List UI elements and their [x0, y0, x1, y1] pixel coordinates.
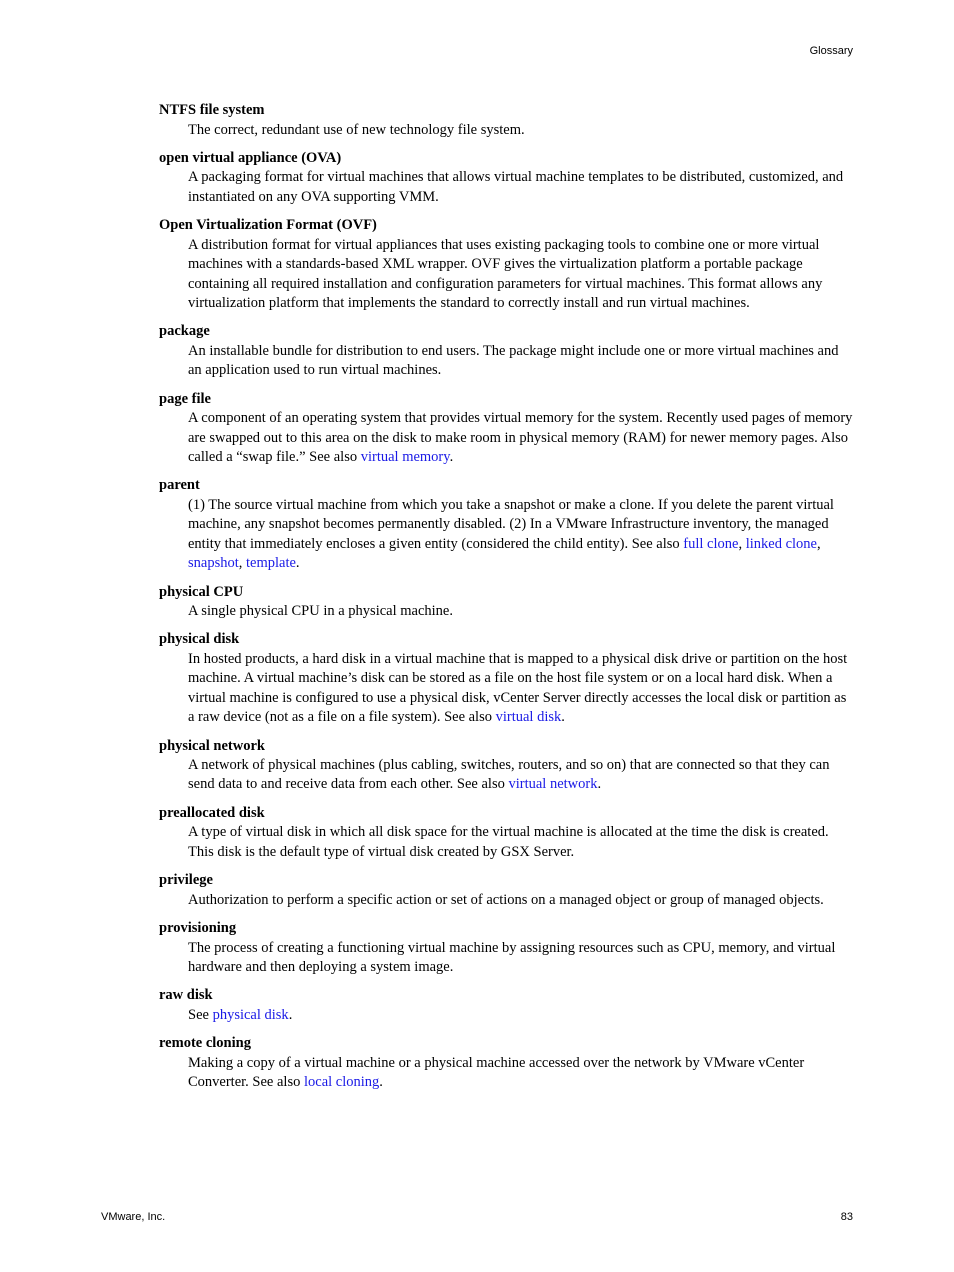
glossary-term: package [159, 323, 210, 340]
glossary-definition [188, 168, 855, 207]
definition-text: A network of physical machines (plus cabling, switches, routers, and so on) that are connected so that they can send data to and receive data from each other. See also [188, 757, 830, 793]
glossary-term: parent [159, 477, 200, 494]
glossary-term: NTFS file system [159, 102, 265, 118]
cross-reference-link[interactable]: local cloning [303, 1074, 380, 1091]
definition-text: Making a copy of a virtual machine or a physical machine accessed over the network by VMware vCenter Converter. See also [188, 1054, 805, 1091]
glossary-list [159, 101, 855, 1102]
definition-text: Authorization to perform a specific action or set of actions on a managed object or group of managed objects. [188, 891, 824, 908]
definition-text: (1) The source virtual machine from which you take a snapshot or make a clone. If you delete the parent virtual machine, any snapshot becomes permanently disabled. (2) In a VMware Infrastructure inventory, the managed entity that immediately encloses a given entity (considered the child entity). See also [188, 496, 834, 552]
glossary-entry [159, 476, 855, 573]
definition-text: . [597, 776, 602, 793]
glossary-definition [188, 756, 855, 795]
glossary-entry [159, 986, 855, 1025]
glossary-entry [159, 630, 855, 727]
glossary-entry [159, 216, 855, 313]
definition-text: . [295, 555, 300, 572]
cross-reference-link[interactable]: virtual disk [495, 709, 562, 726]
glossary-entry [159, 871, 855, 910]
glossary-term: physical CPU [159, 583, 244, 600]
glossary-entry [159, 583, 855, 622]
glossary-entry [159, 737, 855, 795]
cross-reference-link[interactable]: physical disk [212, 1006, 289, 1023]
cross-reference-link[interactable]: snapshot [188, 555, 239, 572]
cross-reference-link[interactable]: virtual memory [360, 448, 450, 465]
glossary-definition [188, 939, 855, 978]
glossary-term: remote cloning [159, 1035, 251, 1052]
definition-text: . [288, 1006, 293, 1023]
glossary-term: privilege [159, 872, 213, 889]
page-number: 83 [840, 1211, 853, 1223]
definition-text: A packaging format for virtual machines that allows virtual machine templates to be distributed, customized, and instantiated on any OVA supporting VMM. [188, 169, 844, 205]
glossary-entry [159, 390, 855, 468]
cross-reference-link[interactable]: full clone [683, 535, 739, 552]
glossary-entry [159, 101, 855, 140]
glossary-definition [188, 496, 855, 574]
glossary-term: physical network [159, 737, 265, 754]
glossary-definition [188, 409, 855, 467]
footer-company: VMware, Inc. [101, 1211, 166, 1223]
glossary-definition [188, 342, 855, 381]
glossary-definition [188, 823, 855, 862]
glossary-term: page file [159, 390, 211, 407]
cross-reference-link[interactable]: template [246, 555, 296, 572]
glossary-term: provisioning [159, 920, 237, 937]
glossary-term: Open Virtualization Format (OVF) [159, 217, 377, 234]
definition-text: . [379, 1074, 383, 1091]
definition-text: A component of an operating system that provides virtual memory for the system. Recently used pages of memory are swapped out to this area on the disk to make room in physical memory (RAM) for newer memory pages. Also called a “swap file.” See also [188, 410, 853, 465]
definition-text: , [816, 535, 821, 552]
glossary-term: open virtual appliance (OVA) [159, 149, 342, 166]
glossary-definition [188, 1006, 855, 1025]
glossary-entry [159, 1034, 855, 1092]
glossary-definition [188, 121, 855, 140]
glossary-term: physical disk [159, 631, 240, 648]
definition-text: An installable bundle for distribution to end users. The package might include one or more virtual machines and an application used to run virtual machines. [188, 342, 839, 379]
glossary-term: preallocated disk [159, 804, 265, 821]
definition-text: . [449, 448, 454, 465]
glossary-definition [188, 1054, 855, 1093]
definition-text: , [738, 535, 746, 552]
glossary-entry [159, 919, 855, 977]
glossary-entry [159, 149, 855, 207]
cross-reference-link[interactable]: virtual network [508, 776, 598, 793]
definition-text: The correct, redundant use of new technology file system. [188, 121, 525, 138]
glossary-entry [159, 804, 855, 862]
definition-text: A type of virtual disk in which all disk space for the virtual machine is allocated at the time the disk is created. This disk is the default type of virtual disk created by GSX Server. [188, 824, 829, 860]
definition-text: The process of creating a functioning virtual machine by assigning resources such as CPU, memory, and virtual hardware and then deploying a system image. [188, 939, 836, 975]
glossary-definition [188, 602, 855, 621]
cross-reference-link[interactable]: linked clone [745, 535, 817, 552]
definition-text: . [561, 709, 565, 726]
running-header: Glossary [809, 45, 853, 57]
glossary-entry [159, 322, 855, 380]
definition-text: , [238, 555, 246, 572]
glossary-definition [188, 650, 855, 728]
glossary-term: raw disk [159, 987, 213, 1004]
definition-text: In hosted products, a hard disk in a virtual machine that is mapped to a physical disk drive or partition on the host machine. A virtual machine’s disk can be stored as a file on the host file system or on a local hard disk. When a virtual machine is configured to use a physical disk, vCenter Server directly accesses the local disk or partition as a raw device (not as a file on a file system). See also [188, 650, 848, 726]
glossary-definition [188, 891, 855, 910]
definition-text: See [188, 1006, 213, 1023]
definition-text: A distribution format for virtual appliances that uses existing packaging tools to combine one or more virtual machines with a standards-based XML wrapper. OVF gives the virtualization platform a portable package containing all required installation and configuration parameters for virtual machines. This format allows any virtualization platform that implements the standard to correctly install and run virtual machines. [188, 236, 823, 311]
definition-text: A single physical CPU in a physical machine. [188, 603, 453, 619]
glossary-definition [188, 236, 855, 314]
